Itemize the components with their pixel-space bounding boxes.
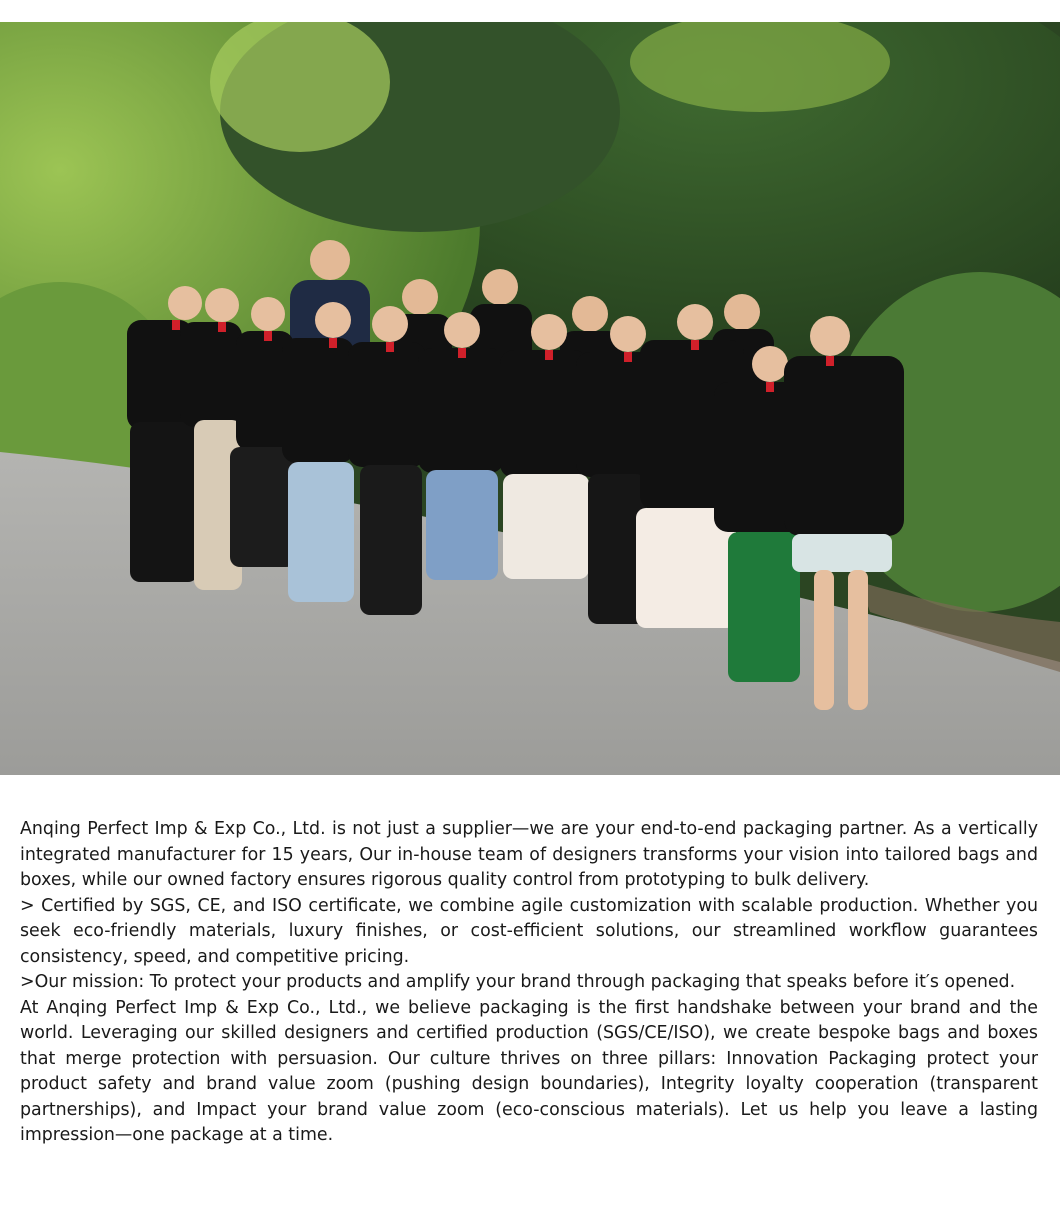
paragraph-intro: Anqing Perfect Imp & Exp Co., Ltd. is not just a supplier—we are your end-to-end packaging partner. As a vertically integrated manufacturer for 15 years, Our in-house team of designers transforms your vision into tailored bags and boxes, while our owned factory ensures rigorous quality control from prototyping to bulk delivery. (20, 819, 1038, 890)
paragraph-mission: >Our mission: To protect your products and amplify your brand through packaging that speaks before it′s opened. (20, 972, 1016, 992)
team-photo (0, 22, 1060, 775)
paragraph-culture: At Anqing Perfect Imp & Exp Co., Ltd., we believe packaging is the first handshake between your brand and the world. Leveraging our skilled designers and certified production (SGS/CE/ISO), we create bespoke bags and boxes that merge protection with persuasion. Our culture thrives on three pillars: Innovation Packaging protect your product safety and brand value zoom (pushing design boundaries), Integrity loyalty cooperation (transparent partnerships), and Impact your brand value zoom (eco-conscious materials). Let us help you leave a lasting impression—one package at a time. (20, 997, 1038, 1145)
team-photo-illustration (0, 22, 1060, 775)
paragraph-certification: > Certified by SGS, CE, and ISO certificate, we combine agile customization with scalable production. Whether you seek eco-friendly materials, luxury finishes, or cost-efficient solutions, our streamlined workflow guarantees consistency, speed, and competitive pricing. (20, 895, 1038, 967)
company-description (20, 817, 1038, 1149)
